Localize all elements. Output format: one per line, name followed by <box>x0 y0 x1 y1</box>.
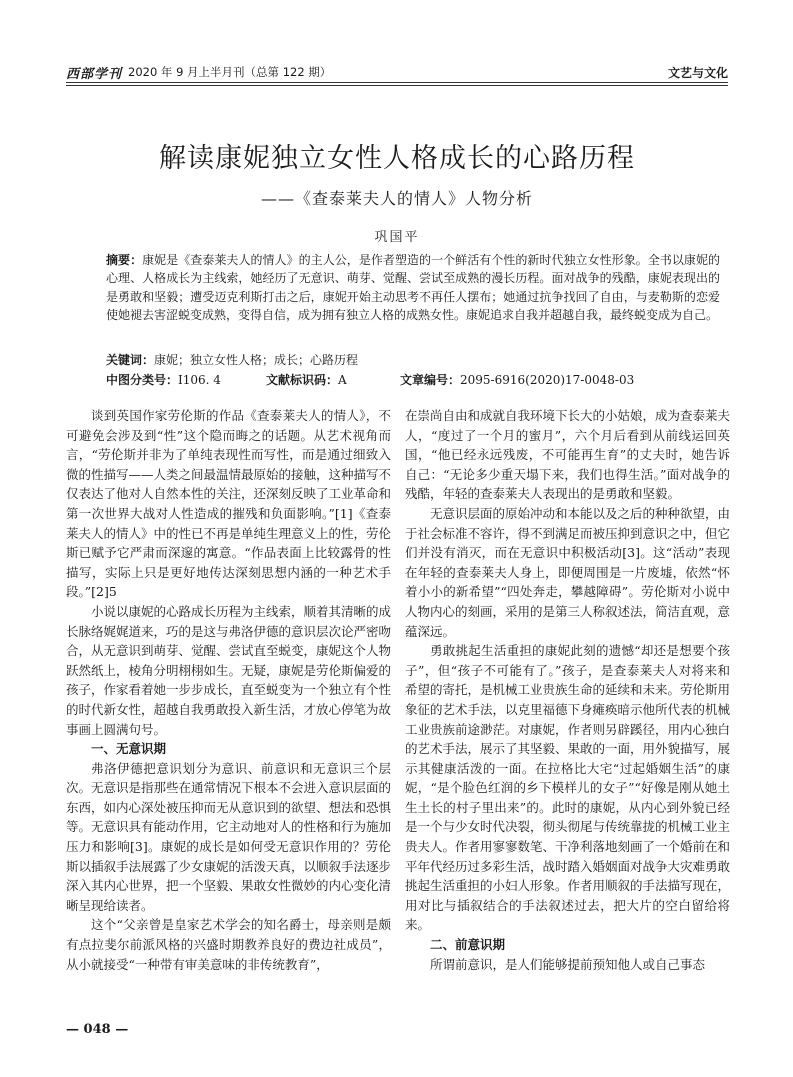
paragraph: 小说以康妮的心路成长历程为主线索，顺着其清晰的成长脉络娓娓道来，巧的是这与弗洛伊德的意识层次论严密吻合，从无意识到萌芽、觉醒、尝试直至蜕变，康妮这个人物跃然纸上，棱角分明栩栩如生。无疑，康妮是劳伦斯偏爱的孩子，作家看着她一步步成长，直至蜕变为一个独立有个性的时代新女性，超越自我勇敢投入新生活，才放心停笔为故事画上圆满句号。 <box>66 603 392 737</box>
running-header <box>66 62 728 82</box>
header-rule-thin <box>66 85 728 86</box>
abstract-label: 摘要： <box>106 253 143 267</box>
issue-info: 2020 年 9 月上半月刊（总第 122 期） <box>128 65 332 79</box>
article-title: 解读康妮独立女性人格成长的心路历程 <box>159 143 635 174</box>
paragraph: 这个“父亲曾是皇家艺术学会的知名爵士，母亲则是颇有点拉斐尔前派风格的兴盛时期教养良好的费边社成员”，从小就接受“一种带有审美意味的非传统教育”， <box>66 917 391 972</box>
clc-label: 中图分类号： <box>106 373 179 387</box>
header-rule <box>66 82 728 83</box>
journal-logo: 西部学刊 <box>66 67 123 82</box>
abstract <box>106 251 720 325</box>
paragraph: 谈到英国作家劳伦斯的作品《查泰莱夫人的情人》，不可避免会涉及到“性”这个隐而晦之的话题。从艺术视角而言，“劳伦斯并非为了单纯表现性而写性，而是通过细致入微的性描写——人类之间最温情最原始的接触，这种描写不仅表达了他对人自然本性的关注，还深刻反映了工业革命和第一次世界大战对人性造成的摧残和负面影响。”[1]《查泰莱夫人的情人》中的性已不再是单纯生理意义上的性，劳伦斯已赋予它严肃而深邃的寓意。“作品表面上比较露骨的性描写，实际上只是更好地传达深刻思想内涵的一种艺术手段。”[2]5 <box>66 408 392 600</box>
article-subtitle: ——《查泰莱夫人的情人》人物分析 <box>260 189 533 208</box>
article-number <box>400 371 634 388</box>
author-name: 巩国平 <box>374 230 420 245</box>
left-column <box>66 406 391 974</box>
document-code <box>266 371 347 388</box>
doc-code-label: 文献标识码： <box>266 373 339 387</box>
section-name: 文艺与文化 <box>667 66 728 80</box>
paragraph: 在崇尚自由和成就自我环境下长大的小姑娘，成为查泰莱夫人，“度过了一个月的蜜月”，六个月后看到从前线运回英国，“他已经永远残废，不可能再生育”的丈夫时，她告诉自己：“无论多少重天塌下来，我们也得生活。”面对战争的残酷，年轻的查泰莱夫人表现出的是勇敢和坚毅。 <box>405 408 731 502</box>
section-heading: 一、无意识期 <box>91 741 167 757</box>
section-heading: 二、前意识期 <box>430 937 506 953</box>
paragraph: 弗洛伊德把意识划分为意识、前意识和无意识三个层次。无意识是指那些在通常情况下根本不会进入意识层面的东西，如内心深处被压抑而无从意识到的欲望、想法和恐惧等。无意识具有能动作用，它主动地对人的性格和行为施加压力和影响[3]。康妮的成长是如何受无意识作用的？劳伦斯以插叙手法展露了少女康妮的活泼天真，以顺叙手法逐步深入其内心世界，把一个坚毅、果敢女性微妙的内心变化清晰呈现给读者。 <box>66 760 392 913</box>
abstract-text: 康妮是《查泰莱夫人的情人》的主人公，是作者塑造的一个鲜活有个性的新时代独立女性形象。全书以康妮的心理、人格成长为主线索，她经历了无意识、萌芽、觉醒、尝试至成熟的漫长历程。面对战争的残酷，康妮表现出的是勇敢和坚毅；遭受迈克利斯打击之后，康妮开始主动思考不再任人摆布；她通过抗争找回了自由，与麦勒斯的恋爱使她褪去害涩蜕变成熟，变得自信，成为拥有独立人格的成熟女性。康妮追求自我并超越自我，最终蜕变成为自己。 <box>106 253 720 323</box>
article-no-label: 文章编号： <box>400 373 461 387</box>
doc-code-value: A <box>338 373 347 387</box>
right-column <box>405 406 730 974</box>
article-no-value: 2095-6916(2020)17-0048-03 <box>460 373 635 387</box>
paragraph: 勇敢挑起生活重担的康妮此刻的遗憾“却还是想要个孩子”，但“孩子不可能有了。”孩子，是查泰莱夫人对将来和希望的寄托，是机械工业贵族生命的延续和未来。劳伦斯用象征的艺术手法，以克里福德下身瘫痪暗示他所代表的机械工业贵族前途渺茫。对康妮，作者则另辟蹊径，用内心独白的艺术手法，展示了其坚毅、果敢的一面，用外貌描写，展示其健康活泼的一面。在拉格比大宅“过起婚姻生活”的康妮，“是个脸色红润的乡下模样儿的女子”“好像是刚从她土生土长的村子里出来”的。此时的康妮，从内心到外貌已经是一个与少女时代决裂，彻头彻尾与传统靠拢的机械工业主贵夫人。作者用寥寥数笔、干净利落地刻画了一个婚前在和平年代经历过多彩生活，战时踏入婚姻面对战争大灾难勇敢挑起生活重担的小妇人形象。作者用顺叙的手法描写现在，用对比与插叙结合的手法叙述过去，把大片的空白留给将来。 <box>405 643 731 933</box>
clc-number <box>106 371 221 388</box>
paragraph: 所谓前意识，是人们能够提前预知他人或自己事态 <box>430 956 706 972</box>
keywords <box>106 351 358 368</box>
paragraph: 无意识层面的原始冲动和本能以及之后的种种欲望，由于社会标准不容许，得不到满足而被压抑到意识之中，但它们并没有消灭，而在无意识中积极活动[3]。这“活动”表现在年轻的查泰莱夫人身上，即便周围是一片废墟，依然“怀着小小的新希望”“四处奔走，攀越障碍”。劳伦斯对小说中人物内心的刻画，采用的是第三人称叙述法，简洁直观，意蕴深远。 <box>405 505 731 639</box>
clc-value: I106. 4 <box>178 373 221 387</box>
page-number: — 048 — <box>66 1022 129 1037</box>
keywords-label: 关键词： <box>106 353 155 367</box>
keywords-text: 康妮；独立女性人格；成长；心路历程 <box>154 353 359 367</box>
